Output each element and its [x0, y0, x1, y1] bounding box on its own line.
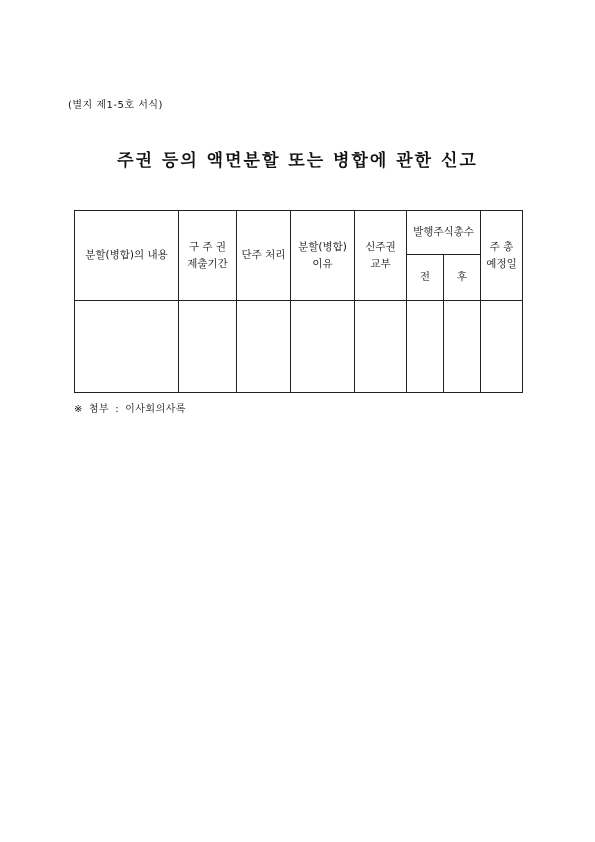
header-old-certificate-period: 구 주 권 제출기간	[179, 211, 237, 301]
reference-mark: ※	[74, 404, 83, 415]
form-reference: (별지 제1-5호 서식)	[68, 100, 163, 111]
cell-old-certificate-period[interactable]	[179, 301, 237, 393]
cell-new-certificate[interactable]	[355, 301, 407, 393]
attachment-note	[74, 400, 192, 415]
attachment-value: 이사회의사록	[125, 404, 187, 415]
table-row	[75, 301, 523, 393]
document-title: 주권 등의 액면분할 또는 병합에 관한 신고	[117, 151, 478, 171]
cell-reason[interactable]	[291, 301, 355, 393]
header-content: 분할(병합)의 내용	[75, 211, 179, 301]
header-before: 전	[407, 255, 444, 301]
cell-shares-after[interactable]	[444, 301, 481, 393]
header-after: 후	[444, 255, 481, 301]
header-total-shares: 발행주식총수	[407, 211, 481, 255]
header-reason: 분할(병합) 이유	[291, 211, 355, 301]
header-odd-lot: 단주 처리	[237, 211, 291, 301]
cell-shares-before[interactable]	[407, 301, 444, 393]
cell-content[interactable]	[75, 301, 179, 393]
cell-meeting-date[interactable]	[481, 301, 523, 393]
header-new-certificate: 신주권 교부	[355, 211, 407, 301]
header-row	[75, 211, 523, 255]
attachment-separator: :	[115, 404, 120, 415]
attachment-label: 첨부	[88, 404, 110, 415]
header-meeting-date: 주 총 예정일	[481, 211, 523, 301]
report-table	[74, 210, 523, 393]
cell-odd-lot[interactable]	[237, 301, 291, 393]
